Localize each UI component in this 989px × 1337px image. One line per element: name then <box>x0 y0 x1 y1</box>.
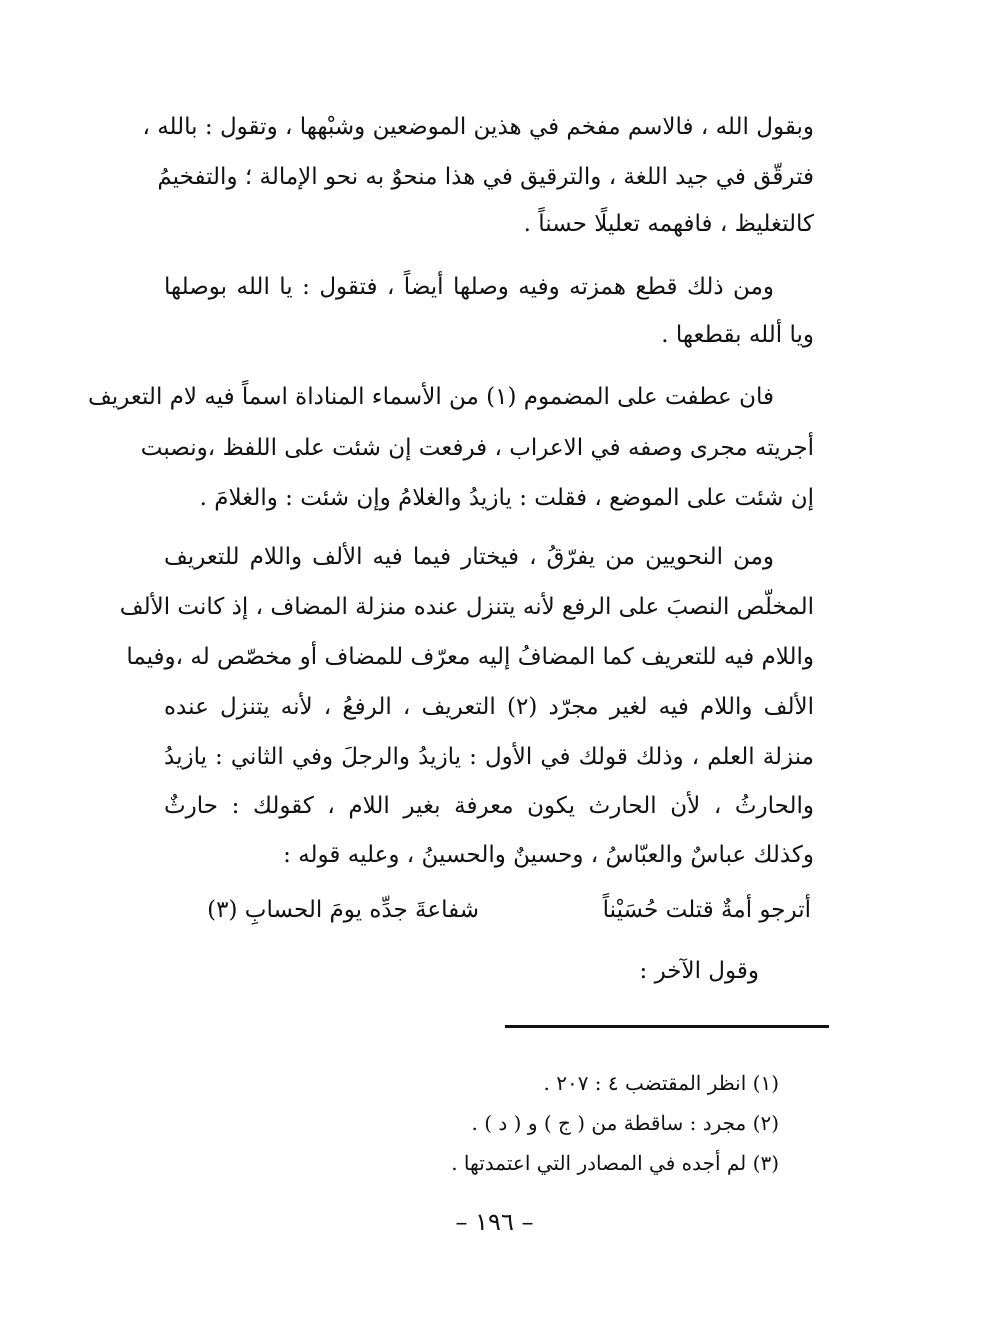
text-line: ومن النحويين من يفرّقُ ، فيختار فيما فيه الألف واللام للتعريف <box>164 544 774 570</box>
footnote: (١) انظر المقتضب ٤ : ٢٠٧ . <box>543 1071 779 1095</box>
text-line: إن شئت على الموضع ، فقلت : يازيدُ والغلامُ وإن شئت : والغلامَ . <box>199 485 814 511</box>
text-line: وبقول الله ، فالاسم مفخم في هذين الموضعين وشبْهها ، وتقول : بالله ، <box>142 114 814 140</box>
footnote-separator <box>505 1025 829 1028</box>
footnote: (٢) مجرد : ساقطة من ( ج ) و ( د ) . <box>471 1111 779 1135</box>
verse-first-hemistich: أترجو أمةٌ قتلت حُسَيْناً <box>602 897 811 923</box>
text-line: ويا ألله بقطعها . <box>661 322 814 348</box>
verse-second-hemistich: شفاعةَ جدِّه يومَ الحسابِ (٣) <box>207 897 479 923</box>
text-line: وقول الآخر : <box>639 958 759 984</box>
text-line: منزلة العلم ، وذلك قولك في الأول : يازيدُ والرجلَ وفي الثاني : يازيدُ <box>164 744 814 770</box>
footnote: (٣) لم أجده في المصادر التي اعتمدتها . <box>451 1151 779 1175</box>
text-line: كالتغليظ ، فافهمه تعليلًا حسناً . <box>523 211 814 237</box>
text-line: ومن ذلك قطع همزته وفيه وصلها أيضاً ، فتقول : يا الله بوصلها <box>164 274 774 300</box>
text-line: واللام فيه للتعريف كما المضافُ إليه معرّف للمضاف أو مخصّص له ،وفيما <box>126 644 814 670</box>
text-line: المخلّص النصبَ على الرفع لأنه يتنزل عنده منزلة المضاف ، إذ كانت الألف <box>119 594 814 620</box>
page-number: – ١٩٦ – <box>455 1208 534 1236</box>
text-line: والحارثُ ، لأن الحارث يكون معرفة بغير اللام ، كقولك : حارثٌ <box>164 793 814 819</box>
text-line: فترقّق في جيد اللغة ، والترقيق في هذا منحوٌ به نحو الإمالة ؛ والتفخيمُ <box>157 164 814 190</box>
text-line: الألف واللام فيه لغير مجرّد (٢) التعريف ، الرفعُ ، لأنه يتنزل عنده <box>164 694 814 720</box>
text-line: وكذلك عباسٌ والعبّاسُ ، وحسينٌ والحسينُ ، وعليه قوله : <box>283 842 814 868</box>
text-line: أجريته مجرى وصفه في الاعراب ، فرفعت إن شئت على اللفظ ،ونصبت <box>140 435 814 461</box>
text-line: فان عطفت على المضموم (١) من الأسماء المناداة اسماً فيه لام التعريف <box>88 384 774 410</box>
